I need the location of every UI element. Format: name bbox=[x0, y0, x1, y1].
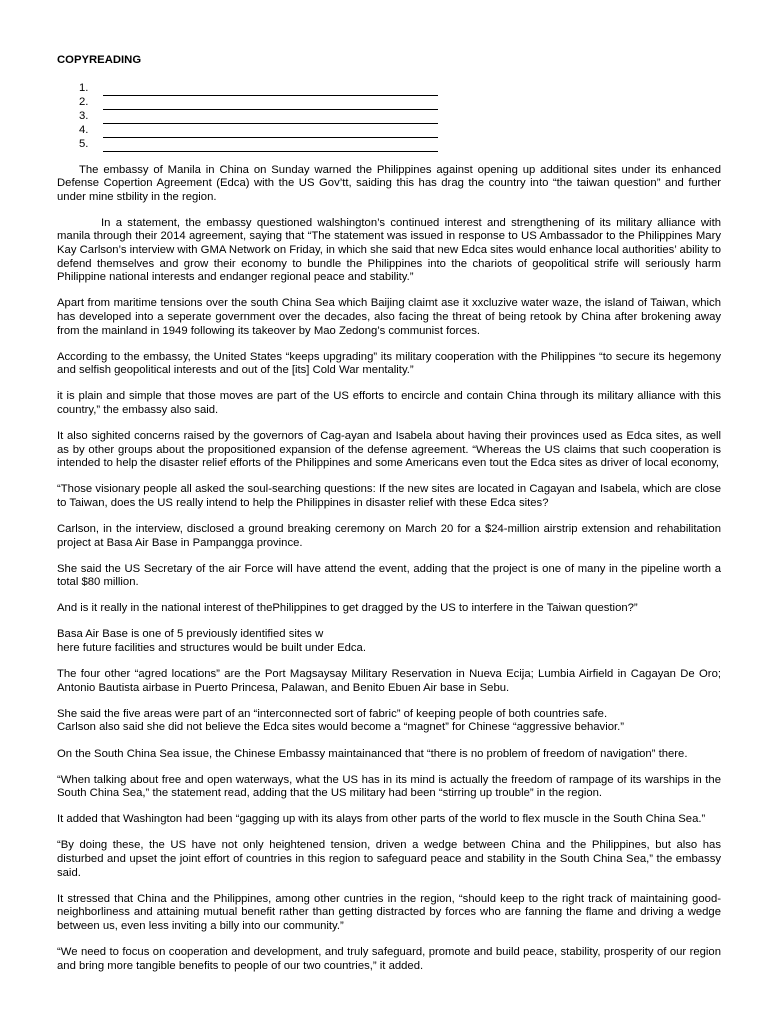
answer-blanks-list bbox=[57, 82, 721, 152]
paragraph: it is plain and simple that those moves are part of the US efforts to encircle and contain China through its military alliance with this country,” the embassy also said. bbox=[57, 390, 721, 416]
paragraph: Basa Air Base is one of 5 previously identified sites w bbox=[57, 628, 324, 641]
answer-blank-item bbox=[79, 110, 721, 124]
document-title: COPYREADING bbox=[57, 54, 142, 66]
paragraph: Apart from maritime tensions over the south China Sea which Baijing claimt ase it xxcluzive water waze, the island of Taiwan, which has developed into a seperate government over the decades, also facing the threat of being retook by China after brokening away from the mainland in 1949 following its takeover by Mao Zedong’s communist forces. bbox=[57, 297, 721, 337]
answer-blank-line bbox=[103, 84, 438, 96]
paragraph: The four other “agred locations” are the Port Magsaysay Military Reservation in Nueva Ecija; Lumbia Airfield in Cagayan De Oro; Antonio Bautista airbase in Puerto Princesa, Palawan, and Benito Ebuen Air base in Sebu. bbox=[57, 668, 721, 694]
paragraph: “By doing these, the US have not only heightened tension, driven a wedge between China and the Philippines, but also has disturbed and upset the joint effort of countries in this region to safeguard peace and stability in the South China Sea,” the embassy said. bbox=[57, 839, 721, 879]
paragraph: The embassy of Manila in China on Sunday warned the Philippines against opening up additional sites under its enhanced Defense Copertion Agreement (Edca) with the US Gov’tt, saiding this has drag the country into “the taiwan question” and further under mine stbility in the region. bbox=[57, 163, 721, 203]
answer-blank-item bbox=[79, 138, 721, 152]
paragraph: Carlson also said she did not believe the Edca sites would become a “magnet” for Chinese “aggressive behavior.” bbox=[57, 721, 625, 734]
answer-blank-line bbox=[103, 126, 438, 138]
paragraph: She said the US Secretary of the air Force will have attend the event, adding that the project is one of many in the pipeline worth a total $80 million. bbox=[57, 562, 721, 589]
article-body bbox=[57, 164, 721, 974]
paragraph: It stressed that China and the Philippines, among other cuntries in the region, “should keep to the right track of maintaining good-neighborliness and attaining mutual benefit rather than getting distracted by forces who are fanning the flame and driving a wedge between us, even less inviting a billy into our community.” bbox=[57, 892, 721, 932]
paragraph: On the South China Sea issue, the Chinese Embassy maintainanced that “there is no problem of freedom of navigation” there. bbox=[57, 747, 688, 760]
answer-number: 3. bbox=[79, 110, 89, 122]
answer-blank-line bbox=[103, 140, 438, 152]
paragraph: It also sighited concerns raised by the governors of Cag-ayan and Isabela about having their provinces used as Edca sites, as well as by other groups about the propositioned expansion of the defense agreement. “Whereas the US claims that such cooperation is intended to help the disaster relief efforts of the Philippines and some Americans even tout the Edca sites as driver of local economy, bbox=[57, 430, 721, 470]
paragraph: It added that Washington had been “gagging up with its alays from other parts of the world to flex muscle in the South China Sea.” bbox=[57, 813, 706, 826]
answer-number: 4. bbox=[79, 124, 89, 136]
answer-blank-line bbox=[103, 98, 438, 110]
answer-blank-item bbox=[79, 82, 721, 96]
answer-number: 2. bbox=[79, 96, 89, 108]
answer-number: 5. bbox=[79, 138, 89, 150]
answer-number: 1. bbox=[79, 82, 89, 94]
answer-blank-line bbox=[103, 112, 438, 124]
paragraph: “We need to focus on cooperation and development, and truly safeguard, promote and build peace, stability, prosperity of our region and bring more tangible benefits to people of our two countries,” it added. bbox=[57, 945, 721, 972]
paragraph: In a statement, the embassy questioned walshington’s continued interest and strengthening of its military alliance with manila through their 2014 agreement, saying that “The statement was issued in response to US Ambassador to the Philippines Mary Kay Carlson’s interview with GMA Network on Friday, in which she said that new Edca sites would enhance local authorities’ ability to defend themselves and grow their economy to bundle the Philippines into the chariots of geopolitical strife will seriously harm Philippine national interests and endanger regional peace and stability.” bbox=[57, 216, 721, 284]
paragraph: “When talking about free and open waterways, what the US has in its mind is actually the freedom of rampage of its warships in the South China Sea,” the statement read, adding that the US military had been “stirring up trouble” in the region. bbox=[57, 773, 721, 800]
paragraph: She said the five areas were part of an “interconnected sort of fabric” of keeping people of both countries safe. bbox=[57, 707, 608, 720]
answer-blank-item bbox=[79, 124, 721, 138]
paragraph: here future facilities and structures would be built under Edca. bbox=[57, 642, 366, 655]
answer-blank-item bbox=[79, 96, 721, 110]
paragraph: “Those visionary people all asked the soul-searching questions: If the new sites are located in Cagayan and Isabela, which are close to Taiwan, does the US really intend to help the Philippines in disaster relief with these Edca sites? bbox=[57, 483, 721, 509]
paragraph: According to the embassy, the United States “keeps upgrading” its military cooperation with the Philippines “to secure its hegemony and selfish geopolitical interests and out of the [its] Cold War mentality.” bbox=[57, 350, 721, 377]
paragraph: Carlson, in the interview, disclosed a ground breaking ceremony on March 20 for a $24-million airstrip extension and rehabilitation project at Basa Air Base in Pampangga province. bbox=[57, 522, 721, 549]
paragraph: And is it really in the national interest of thePhilippines to get dragged by the US to interfere in the Taiwan question?” bbox=[57, 602, 638, 615]
